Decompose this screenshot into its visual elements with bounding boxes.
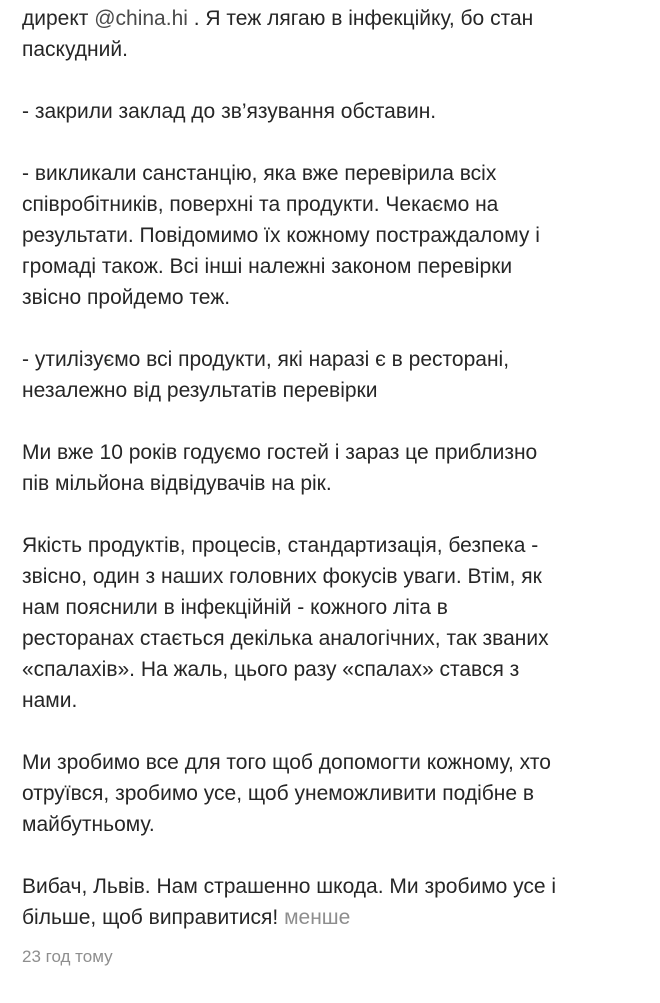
paragraph-gap [22,406,640,437]
text-line: паскудний. [22,38,128,61]
text-line: - викликали санстанцію, яка вже перевірила всіх [22,162,497,185]
text-line: співробітників, поверхні та продукти. Чекаємо на [22,193,499,216]
paragraph-6 [22,530,640,716]
paragraph-gap [22,840,640,871]
text-line: отруївся, зробимо усе, щоб унеможливити подібне в [22,782,535,805]
paragraph-8 [22,871,640,933]
text-line: нам пояснили в інфекційній - кожного літа в [22,596,448,619]
text-line: більше, щоб виправитися! менше [22,906,351,929]
text-line: незалежно від результатів перевірки [22,379,378,402]
paragraph-7 [22,747,640,840]
paragraph-gap [22,127,640,158]
mention-link[interactable]: @china.hi [94,7,188,30]
paragraph-gap [22,65,640,96]
post-timestamp: 23 год тому [22,947,113,966]
text-line: пів мільйона відвідувачів на рік. [22,472,332,495]
paragraph-gap [22,499,640,530]
text-line: нами. [22,689,78,712]
paragraph-4 [22,344,640,406]
paragraph-3 [22,158,640,313]
text-line: - закрили заклад до зв’язування обставин. [22,100,437,123]
text-line: - утилізуємо всі продукти, які наразі є в ресторані, [22,348,510,371]
text-line: Якість продуктів, процесів, стандартизація, безпека - [22,534,539,557]
paragraph-2 [22,96,640,127]
post-caption [0,3,660,967]
text-line: звісно пройдемо теж. [22,286,231,309]
text-line: «спалахів». На жаль, цього разу «спалах» стався з [22,658,520,681]
text-line: Ми вже 10 років годуємо гостей і зараз це приблизно [22,441,538,464]
show-less-link[interactable]: менше [284,906,351,929]
paragraph-gap [22,313,640,344]
text-line: директ @china.hi . Я теж лягаю в інфекційку, бо стан [22,7,534,30]
text-line: ресторанах стається декілька аналогічних, так званих [22,627,549,650]
paragraph-5 [22,437,640,499]
text-line: звісно, один з наших головних фокусів уваги. Втім, як [22,565,542,588]
text-line: Вибач, Львів. Нам страшенно шкода. Ми зробимо усе і [22,875,557,898]
text-line: майбутньому. [22,813,155,836]
text-line: результати. Повідомимо їх кожному постраждалому і [22,224,540,247]
text-line: громаді також. Всі інші належні законом перевірки [22,255,513,278]
paragraph-1 [22,3,640,65]
text-line: Ми зробимо все для того щоб допомогти кожному, хто [22,751,551,774]
paragraph-gap [22,716,640,747]
